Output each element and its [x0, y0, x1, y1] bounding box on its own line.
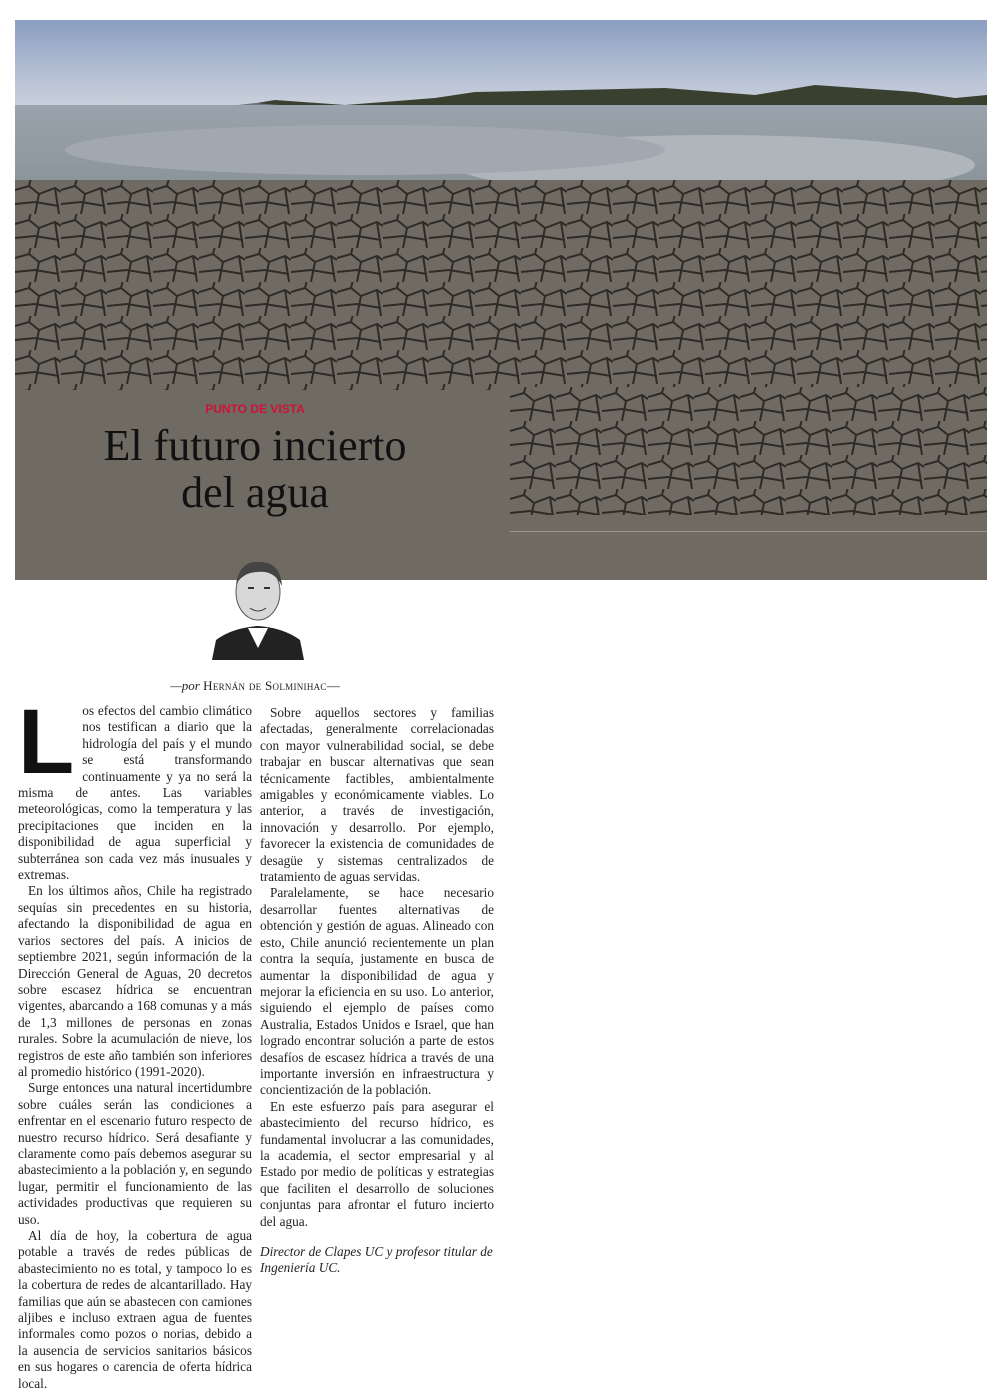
drought-lake-photo-continued — [510, 387, 987, 515]
article-column-2 — [260, 705, 494, 1277]
headline-line-2: del agua — [181, 468, 329, 517]
drought-lake-photo — [15, 20, 987, 387]
author-portrait — [212, 548, 304, 660]
paragraph: Al día de hoy, la cobertura de agua potable a través de redes públicas de abastecimiento no es total, y tampoco lo es la cobertura de redes de alcantarillado. Hay familias que aún se abastecen con camiones aljibes e incluso extraen agua de fuentes informales como pozos o norias, debido a la ausencia de servicios sanitarios básicos en sus hogares o carencia de oferta hídrica local. — [18, 1228, 252, 1391]
paragraph: Paralelamente, se hace necesario desarrollar fuentes alternativas de obtención y gestión de aguas. Alineado con esto, Chile anunció recientemente un plan contra la sequía, justamente en busca de aumentar la disponibilidad de agua y mejorar la eficiencia en su uso. Lo anterior, siguiendo el ejemplo de países como Australia, Estados Unidos e Israel, que han logrado encontrar solución a parte de estos desafíos de escasez hídrica a través de una importante inversión en infraestructura y concientización de la población. — [260, 885, 494, 1098]
headline — [0, 422, 510, 516]
article-column-1: Los efectos del cambio climático nos testifican a diario que la hidrología del país y el mundo se está transformando continuamente y ya no será la misma de antes. Las variables meteorológicas, como la temperatura y las precipitaciones que inciden en la disponibilidad de agua superficial y subterránea son cada vez más inusuales y extremas. En los últimos años, Chile ha registrado sequías sin precedentes en su historia, afectando la disponibilidad de agua en varios sectores del país. A inicios de septiembre 2021, según información de la Dirección General de Aguas, 20 decretos sobre escasez hídrica se encuentran vigentes, abarcando a 168 comunas y a más de 1,3 millones de personas en zonas rurales. Sobre la acumulación de nieve, los registros de este año también son inferiores al promedio histórico (1991-2020). Surge entonces una natural incertidumbre sobre cuáles serán las condiciones a enfrentar en el escenario futuro respecto de nuestro recurso hídrico. Será desafiante y claramente como país debemos asegurar su abastecimiento a la población y, en segundo lugar, permitir el funcionamiento de las actividades productivas que requieren su uso. Al día de hoy, la cobertura de agua potable a través de redes públicas de abastecimiento no es total, y tampoco lo es la cobertura de redes de alcantarillado. Hay familias que aún se abastecen con camiones aljibes e incluso extraen agua de fuentes informales como pozos o norias, debido a la ausencia de servicios sanitarios básicos en sus hogares o carencia de oferta hídrica local. — [18, 691, 252, 1391]
drop-cap: L — [18, 691, 75, 793]
byline: —por Hernán de Solminihac— — [170, 678, 340, 693]
paragraph: Surge entonces una natural incertidumbre sobre cuáles serán las condiciones a enfrentar en el escenario futuro respecto de nuestro recurso hídrico. Será desafiante y claramente como país debemos asegurar su abastecimiento a la población y, en segundo lugar, permitir el funcionamiento de las actividades productivas que requieren su uso. — [18, 1080, 252, 1227]
cracked-earth — [15, 180, 987, 390]
headline-line-1: El futuro incierto — [103, 421, 407, 470]
paragraph: En este esfuerzo país para asegurar el abastecimiento del recurso hídrico, es fundamental involucrar a las comunidades, la academia, el sector empresarial y al Estado por medio de políticas y estrategias que faciliten el desarrollo de soluciones conjuntas para afrontar el futuro incierto del agua. — [260, 1098, 494, 1229]
divider — [510, 531, 987, 532]
author-signature: Director de Clapes UC y profesor titular de Ingeniería UC. — [260, 1244, 493, 1276]
author-name: Hernán de Solminihac — [203, 678, 327, 693]
paragraph: Sobre aquellos sectores y familias afectadas, generalmente correlacionadas con mayor vulnerabilidad social, se debe trabajar en buscar alternativas que sean técnicamente factibles, ambientalmente amigables y económicamente viables. Lo anterior, a través de investigación, innovación y desarrollo. Por ejemplo, favorecer la existencia de comunidades de desagüe y sistemas centralizados de tratamiento de aguas servidas. — [260, 705, 494, 885]
section-kicker: PUNTO DE VISTA — [205, 402, 305, 416]
paragraph: En los últimos años, Chile ha registrado sequías sin precedentes en su historia, afectando la disponibilidad de agua en varios sectores del país. A inicios de septiembre 2021, según información de la Dirección General de Aguas, 20 decretos sobre escasez hídrica se encuentran vigentes, abarcando a 168 comunas y a más de 1,3 millones de personas en zonas rurales. Sobre la acumulación de nieve, los registros de este año también son inferiores al promedio histórico (1991-2020). — [18, 883, 252, 1079]
